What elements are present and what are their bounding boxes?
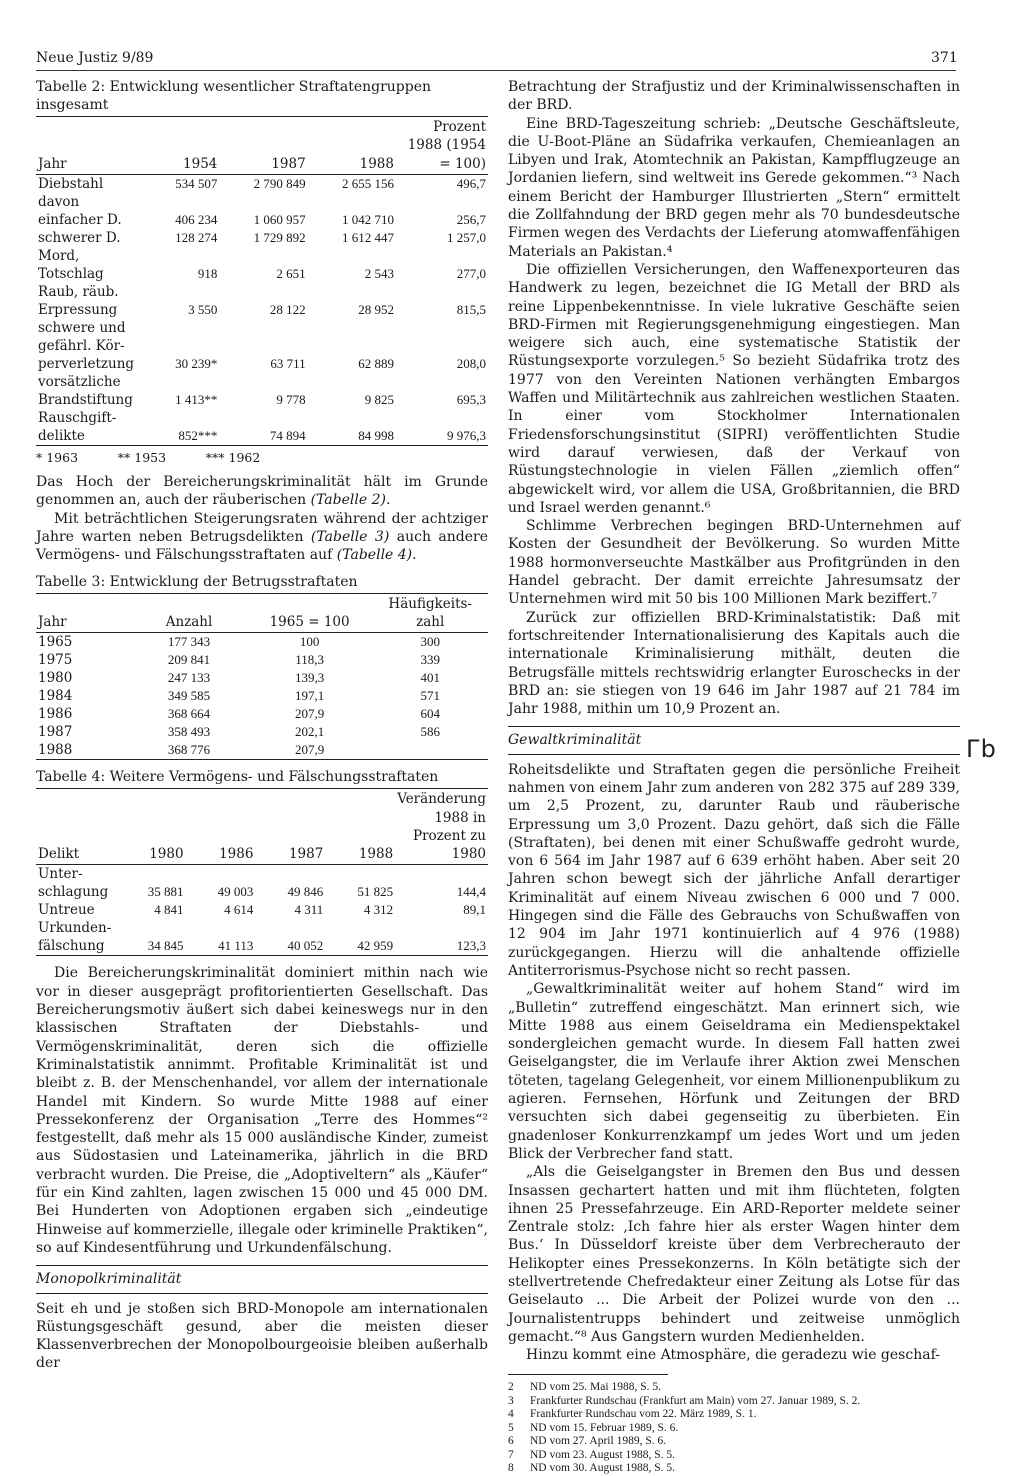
- table-cell: Diebstahl: [38, 175, 104, 192]
- table-header-cell: 1954: [140, 117, 220, 175]
- table-cell: 202,1: [294, 724, 325, 740]
- table-cell: 197,1: [294, 688, 325, 704]
- footnote-number: 5: [508, 1421, 514, 1434]
- table-cell: 89,1: [463, 902, 486, 918]
- table-cell: [372, 741, 488, 760]
- paragraph: Die offiziellen Versicherungen, den Waffenexporteuren das Handwerk zu legen, bezeichnet die IG Metall der BRD als reine Lippenbekenntnisse. In viele lukrative Geschäfte seien BRD-Firmen mit Regierungsgenehmigung eingestiegen. Man weigere sich auch, eine systematische Statistik der Rüstungsexporte vorzulegen.⁵ So bezieht Südafrika trotz des 1977 von den Vereinten Nationen verhängten Embargos Waffen und Militärtechnik aus zahlreichen westlichen Staaten. In einer vom Stockholmer Internationalen Friedensforschungsinstitut (SIPRI) veröffentlichten Studie wird darauf verwiesen, daß der Verkauf von Rüstungstechnologie in vielen Fällen „ziemlich offen“ abgewickelt wird, vor allem die USA, Großbritannien, die BRD und Israel werden genannt.⁶: [508, 261, 960, 516]
- table-cell: 339: [420, 652, 440, 668]
- table-row: [36, 409, 488, 427]
- table-cell: [140, 319, 220, 337]
- table-row: [36, 355, 488, 373]
- table-row: [36, 669, 488, 687]
- paragraph: Zurück zur offiziellen BRD-Kriminalstatistik: Daß mit fortschreitender Internationalisierung des Kapitals auch die internationale Kriminalisierung mithält, deuten die Betrugsfälle mittels rechtswidrig erlangter Euroschecks in der BRD an: sie stiegen von 19 646 im Jahr 1987 auf 21 784 im Jahr 1988, mithin um 10,9 Prozent an.: [508, 609, 960, 718]
- table-cell: schlagung: [38, 884, 109, 901]
- footnote-text: ND vom 23. August 1988, S. 5.: [530, 1448, 676, 1461]
- table3: [36, 593, 488, 761]
- paragraph: Eine BRD-Tageszeitung schrieb: „Deutsche Geschäftsleute, die U-Boot-Pläne an Südafrika verkaufen, Chemieanlagen an Libyen und Irak, Atomtechnik an Pakistan, Kampfflugzeuge an Jordanien liefern, sind weltweit ins Gerede gekommen.“³ Nach einem Bericht der Hamburger Illustrierten „Stern“ ermittelt die Zollfahndung der BRD gegen mehr als 70 bundesdeutsche Firmen wegen des Verdachts der Lieferung atomwaffenfähigen Materials an Pakistan.⁴: [508, 115, 960, 260]
- table-row: [36, 865, 488, 884]
- table-cell: [219, 283, 307, 301]
- table-cell: [396, 247, 488, 265]
- table-cell: [140, 373, 220, 391]
- footnote-item: [508, 1381, 960, 1395]
- table-cell: schwerer D.: [38, 229, 121, 246]
- table-cell: Unter-: [38, 866, 83, 883]
- table-cell: 84 998: [308, 427, 396, 446]
- table-cell: 40 052: [255, 937, 325, 956]
- table-row: [36, 193, 488, 211]
- table-cell: [219, 409, 307, 427]
- table-header-cell: Jahr: [36, 593, 131, 633]
- table-cell: 2 790 849: [253, 175, 306, 191]
- table-cell: [396, 337, 488, 355]
- table-header-cell: 1987: [255, 789, 325, 865]
- table-row: [36, 427, 488, 446]
- table-cell: 368 776: [131, 741, 247, 760]
- table-header-cell: 1988: [308, 117, 396, 175]
- table-cell: 2 655 156: [341, 175, 394, 191]
- paragraph: Roheitsdelikte und Straftaten gegen die persönliche Freiheit nahmen von einem Jahr zum anderen von 282 375 auf 289 339, um 2,5 Prozent, zu, darunter Raub und räuberische Erpressung um 3,0 Prozent. Dazu gehört, daß sich die Fälle (Straftaten), bei denen mit einer Schußwaffe gedroht wurde, von 6 564 im Jahr 1987 auf 6 639 erhöht haben. Aber seit 20 Jahren schon bewegt sich der jährliche Anfall derartiger Kriminalität auf einem Niveau zwischen 6 000 und 7 000. Hingegen sind die Fälle des Gebrauchs von Schußwaffen von 12 904 im Jahr 1971 kontinuierlich auf 4 976 (1988) zurückgegangen. Hierzu will die anhaltende offizielle Antiterrorismus-Psychose nicht so recht passen.: [508, 761, 960, 979]
- table-cell: [219, 319, 307, 337]
- table-cell: 300: [420, 634, 440, 650]
- table-row: [36, 633, 488, 652]
- table-cell: [308, 193, 396, 211]
- right-column: [508, 78, 960, 1476]
- footnote-item: [508, 1462, 960, 1476]
- table-cell: 586: [420, 724, 440, 740]
- footnote-item: [508, 1395, 960, 1409]
- table-cell: 207,9: [247, 741, 373, 760]
- table-cell: [308, 409, 396, 427]
- table-cell: [396, 373, 488, 391]
- table-cell: 4 614: [224, 902, 254, 918]
- table-row: [36, 901, 488, 919]
- paragraph: „Als die Geiselgangster in Bremen den Bus und dessen Insassen gechartert hatten und mit ihm flüchteten, folgten ihnen 25 Pressefahrzeuge. Ein ARD-Reporter meldete seiner Zentrale stolz: ‚Ich fahre hier als erster Wagen hinter dem Bus.‘ In Düsseldorf kreiste über dem Verbrecherauto der Helikopter eines Pressekonzerns. In Köln betätigte sich der stellvertretende Chefredakteur einer Zeitung als Lotse für das Geiselauto ... Die Arbeit der Polizei wurde von den ... Journalistentrupps behindert und zeitweise unmöglich gemacht.“⁸ Aus Gangstern wurden Medienhelden.: [508, 1164, 960, 1345]
- table-cell: 74 894: [219, 427, 307, 446]
- table-cell: [396, 409, 488, 427]
- table-cell: [396, 193, 488, 211]
- footnotes: [508, 1374, 861, 1476]
- table-cell: 368 664: [167, 706, 211, 722]
- table-cell: 1975: [38, 652, 73, 669]
- footnote-text: Frankfurter Rundschau (Frankfurt am Main) vom 27. Januar 1989, S. 2.: [530, 1394, 861, 1407]
- paragraph: Betrachtung der Strafjustiz und der Kriminalwissenschaften in der BRD.: [508, 79, 960, 114]
- page-number: 371: [931, 50, 958, 66]
- table-cell: [219, 337, 307, 355]
- table-cell: 28 952: [358, 301, 394, 317]
- table-cell: 358 493: [167, 724, 211, 740]
- table-cell: gefährl. Kör-: [38, 337, 125, 354]
- footnote-number: 7: [508, 1448, 514, 1461]
- table-cell: [308, 337, 396, 355]
- table-cell: 571: [420, 688, 440, 704]
- table-cell: 1 729 892: [253, 229, 306, 245]
- table-cell: 28 122: [269, 301, 306, 317]
- table-cell: [140, 337, 220, 355]
- table-row: [36, 247, 488, 265]
- table-header-cell: Jahr: [36, 117, 140, 175]
- table-cell: 247 133: [167, 670, 211, 686]
- footnote-text: ND vom 30. August 1988, S. 5.: [530, 1462, 676, 1475]
- table-row: [36, 723, 488, 741]
- table-row: [36, 211, 488, 229]
- table-cell: 63 711: [270, 355, 306, 371]
- table-cell: 123,3: [395, 937, 488, 956]
- table-cell: 1980: [38, 670, 73, 687]
- table-cell: 49 003: [217, 884, 254, 900]
- table-header-cell: 1988: [325, 789, 395, 865]
- table-cell: [186, 919, 256, 937]
- table-header-cell: Häufigkeits-zahl: [372, 593, 488, 633]
- table-cell: 2 543: [364, 265, 394, 281]
- table-cell: [186, 865, 256, 884]
- table-cell: 51 825: [357, 884, 394, 900]
- table-cell: 604: [420, 706, 440, 722]
- table-header-cell: Veränderung 1988 in Prozent zu 1980: [395, 789, 488, 865]
- table-cell: Totschlag: [38, 265, 104, 282]
- table-header-cell: Anzahl: [131, 593, 247, 633]
- table-row: [36, 319, 488, 337]
- table-cell: 177 343: [167, 634, 211, 650]
- table-cell: 207,9: [294, 706, 325, 722]
- table-row: [36, 301, 488, 319]
- table-cell: [140, 193, 220, 211]
- table-cell: [123, 865, 186, 884]
- table-cell: 1 612 447: [341, 229, 394, 245]
- section-heading-monopolkriminalitaet: Monopolkriminalität: [36, 1265, 488, 1293]
- table-cell: 1 042 710: [341, 211, 394, 227]
- footnote-item: [508, 1449, 960, 1463]
- table-cell: [255, 919, 325, 937]
- table4-caption: Tabelle 4: Weitere Vermögens- und Fälschungsstraftaten: [36, 769, 439, 786]
- table-cell: 1 060 957: [253, 211, 306, 227]
- table-cell: 496,7: [456, 175, 486, 191]
- footnote-text: ND vom 27. April 1989, S. 6.: [530, 1435, 667, 1448]
- table-cell: [325, 865, 395, 884]
- left-column: [36, 78, 488, 1373]
- table-cell: [395, 865, 488, 884]
- paragraph: „Gewaltkriminalität weiter auf hohem Stand“ wird im „Bulletin“ zutreffend eingeschätzt. Man erinnert sich, wie Mitte 1988 aus einem Geiseldrama ein Medienspektakel sondergleichen gemacht wurde. In diesem Fall hatten zwei Geiselgangster, die im Verlaufe ihrer Aktion zwei Menschen töteten, tagelang Gelegenheit, vor einem Millionenpublikum zu agieren. Fernsehen, Hörfunk und Zeitungen der BRD versuchten sich dabei gegenseitig zu überbieten. Ein gnadenloser Konkurrenzkampf um jedes Wort und um jeden Blick der Verbrecher fand statt.: [508, 981, 960, 1162]
- table-cell: fälschung: [36, 937, 123, 956]
- table2-caption: Tabelle 2: Entwicklung wesentlicher Straftatengruppen insgesamt: [36, 79, 432, 113]
- table-cell: 35 881: [147, 884, 184, 900]
- table-row: [36, 174, 488, 193]
- table-row: [36, 337, 488, 355]
- table-cell: schwere und: [38, 319, 126, 336]
- table-cell: 2 651: [276, 265, 306, 281]
- table-cell: [123, 919, 186, 937]
- table-row: [36, 705, 488, 723]
- table-cell: [140, 283, 220, 301]
- table-cell: 918: [197, 265, 218, 281]
- table-cell: [255, 865, 325, 884]
- table-header-cell: 1980: [123, 789, 186, 865]
- table-cell: [308, 373, 396, 391]
- table-cell: 4 841: [154, 902, 184, 918]
- table-cell: 42 959: [325, 937, 395, 956]
- table-row: [36, 229, 488, 247]
- table-row: [36, 687, 488, 705]
- table-header-cell: 1965 = 100: [247, 593, 373, 633]
- table-cell: 208,0: [456, 355, 486, 371]
- table-cell: 277,0: [456, 265, 486, 281]
- table-cell: delikte: [36, 427, 140, 446]
- paragraph: Seit eh und je stoßen sich BRD-Monopole am internationalen Rüstungsgeschäft gesund, aber die meisten dieser Klassenverbrechen der Monopolbourgeoisie bleiben außerhalb der: [36, 1300, 488, 1372]
- table-cell: 852***: [140, 427, 220, 446]
- footnote-number: 3: [508, 1394, 514, 1407]
- table-cell: 9 976,3: [396, 427, 488, 446]
- table-cell: [308, 283, 396, 301]
- paragraph: Die Bereicherungskriminalität dominiert mithin nach wie vor in dieser ausgeprägt profitorientierten Gesellschaft. Das Bereicherungsmotiv äußert sich dabei keineswegs nur in den klassischen Straftaten der Diebstahls- und Vermögenskriminalität, deren sich die offizielle Kriminalstatistik annimmt. Profitable Kriminalität ist und bleibt z. B. der Menschenhandel, vor allem der internationale Handel mit Kindern. So wurde Mitte 1988 auf einer Pressekonferenz der Organisation „Terre des Hommes“² festgestellt, daß mehr als 15 000 ausländische Kinder, zumeist aus Südostasien und Lateinamerika, jährlich in die BRD verbracht wurden. Die Preise, die „Adoptiveltern“ als „Käufer“ für ein Kind zahlten, lagen zwischen 15 000 und 45 000 DM. Bei Hunderten von Adoptionen ergaben sich „eindeutige Hinweise auf kommerzielle, illegale oder kriminelle Praktiken“, so auf Kindesentführung und Urkundenfälschung.: [36, 965, 488, 1256]
- table-cell: 100: [299, 634, 320, 650]
- table4: [36, 788, 488, 956]
- table-cell: perverletzung: [38, 355, 135, 372]
- table-cell: 534 507: [175, 175, 218, 191]
- table-row: [36, 741, 488, 760]
- paragraph: Das Hoch der Bereicherungskriminalität hält im Grunde genommen an, auch der räuberischen (Tabelle 2).: [36, 474, 488, 509]
- table-cell: 349 585: [167, 688, 211, 704]
- footnote-text: Frankfurter Rundschau vom 22. März 1989, S. 1.: [530, 1408, 757, 1421]
- table-cell: 1988: [36, 741, 131, 760]
- table-cell: 139,3: [294, 670, 325, 686]
- table-cell: 144,4: [456, 884, 486, 900]
- table-header-cell: Prozent 1988 (1954 = 100): [396, 117, 488, 175]
- handwritten-margin-note: Гb: [966, 735, 996, 763]
- table-cell: Rauschgift-: [38, 409, 117, 426]
- paragraph: Schlimme Verbrechen begingen BRD-Unternehmen auf Kosten der Gesundheit der Bevölkerung. So wurden Mitte 1988 hormonverseuchte Mastkälber aus Profitgründen in den Handel gebracht. Der damit erreichte Jahresumsatz der Unternehmen wird mit 50 bis 100 Millionen Mark beziffert.⁷: [508, 518, 960, 608]
- paragraph: Hinzu kommt eine Atmosphäre, die geradezu wie geschaf-: [526, 1347, 940, 1364]
- table-row: [36, 919, 488, 937]
- table-cell: Brandstiftung: [38, 391, 133, 408]
- table-cell: 209 841: [167, 652, 211, 668]
- table-cell: [395, 919, 488, 937]
- footnote-number: 8: [508, 1462, 514, 1475]
- section-heading-gewaltkriminalitaet: Gewaltkriminalität: [508, 726, 960, 754]
- header-rule: [36, 70, 956, 71]
- table-cell: 34 845: [123, 937, 186, 956]
- table-cell: [140, 409, 220, 427]
- footnote-number: 2: [508, 1381, 514, 1394]
- table-row: [36, 283, 488, 301]
- table-cell: 30 239*: [175, 355, 218, 371]
- table-row: [36, 373, 488, 391]
- table-cell: 9 778: [276, 391, 306, 407]
- table-row: [36, 651, 488, 669]
- journal-title: Neue Justiz 9/89: [36, 50, 154, 66]
- table-cell: 256,7: [456, 211, 486, 227]
- table-cell: 1 413**: [175, 391, 218, 407]
- table-cell: Raub, räub.: [38, 283, 119, 300]
- table-cell: einfacher D.: [38, 211, 122, 228]
- table-cell: Erpressung: [38, 301, 118, 318]
- table-cell: 4 312: [363, 902, 394, 918]
- table-cell: [396, 319, 488, 337]
- table-cell: Urkunden-: [38, 920, 112, 937]
- footnote-text: ND vom 15. Februar 1989, S. 6.: [530, 1421, 679, 1434]
- footnote-item: [508, 1408, 960, 1422]
- table-cell: 1987: [38, 724, 73, 741]
- table-row: [36, 265, 488, 283]
- table-header-cell: 1986: [186, 789, 256, 865]
- table-cell: 41 113: [186, 937, 256, 956]
- table-cell: 1986: [38, 706, 73, 723]
- table-cell: [140, 247, 220, 265]
- table-cell: 406 234: [175, 211, 218, 227]
- footnote-number: 4: [508, 1408, 514, 1421]
- table-row: [36, 883, 488, 901]
- table-cell: 9 825: [364, 391, 394, 407]
- table2: [36, 116, 488, 446]
- table-cell: vorsätzliche: [38, 373, 121, 390]
- table3-caption: Tabelle 3: Entwicklung der Betrugsstraftaten: [36, 573, 358, 590]
- table-cell: [308, 319, 396, 337]
- footnote-number: 6: [508, 1435, 514, 1448]
- table-cell: 815,5: [456, 301, 486, 317]
- table-cell: 62 889: [358, 355, 394, 371]
- table-header-cell: 1987: [219, 117, 307, 175]
- table-cell: 4 311: [294, 902, 324, 918]
- table-row: [36, 391, 488, 409]
- table-cell: 401: [420, 670, 440, 686]
- table2-footnote: * 1963 ** 1953 *** 1962: [36, 449, 261, 465]
- table-row: [36, 937, 488, 956]
- table-cell: 128 274: [175, 229, 218, 245]
- table-cell: davon: [38, 193, 80, 210]
- table-cell: 695,3: [456, 391, 486, 407]
- table-cell: [219, 247, 307, 265]
- paragraph: Mit beträchtlichen Steigerungsraten während der achtziger Jahre warten neben Betrugsdelikten (Tabelle 3) auch andere Vermögens- und Fälschungsstraftaten auf (Tabelle 4).: [36, 510, 488, 564]
- footnote-item: [508, 1422, 960, 1436]
- table-cell: Untreue: [38, 902, 95, 919]
- table-cell: 118,3: [295, 652, 324, 668]
- table-header-cell: Delikt: [36, 789, 123, 865]
- table-cell: 3 550: [188, 301, 218, 317]
- table-cell: [325, 919, 395, 937]
- table-cell: [396, 283, 488, 301]
- table-cell: 49 846: [287, 884, 324, 900]
- table-cell: 1965: [38, 634, 73, 651]
- table-cell: [219, 373, 307, 391]
- table-cell: [308, 247, 396, 265]
- table-cell: [219, 193, 307, 211]
- table-cell: 1984: [38, 688, 73, 705]
- table-cell: Mord,: [38, 247, 80, 264]
- table-cell: 1 257,0: [447, 229, 486, 245]
- footnote-text: ND vom 25. Mai 1988, S. 5.: [530, 1381, 661, 1394]
